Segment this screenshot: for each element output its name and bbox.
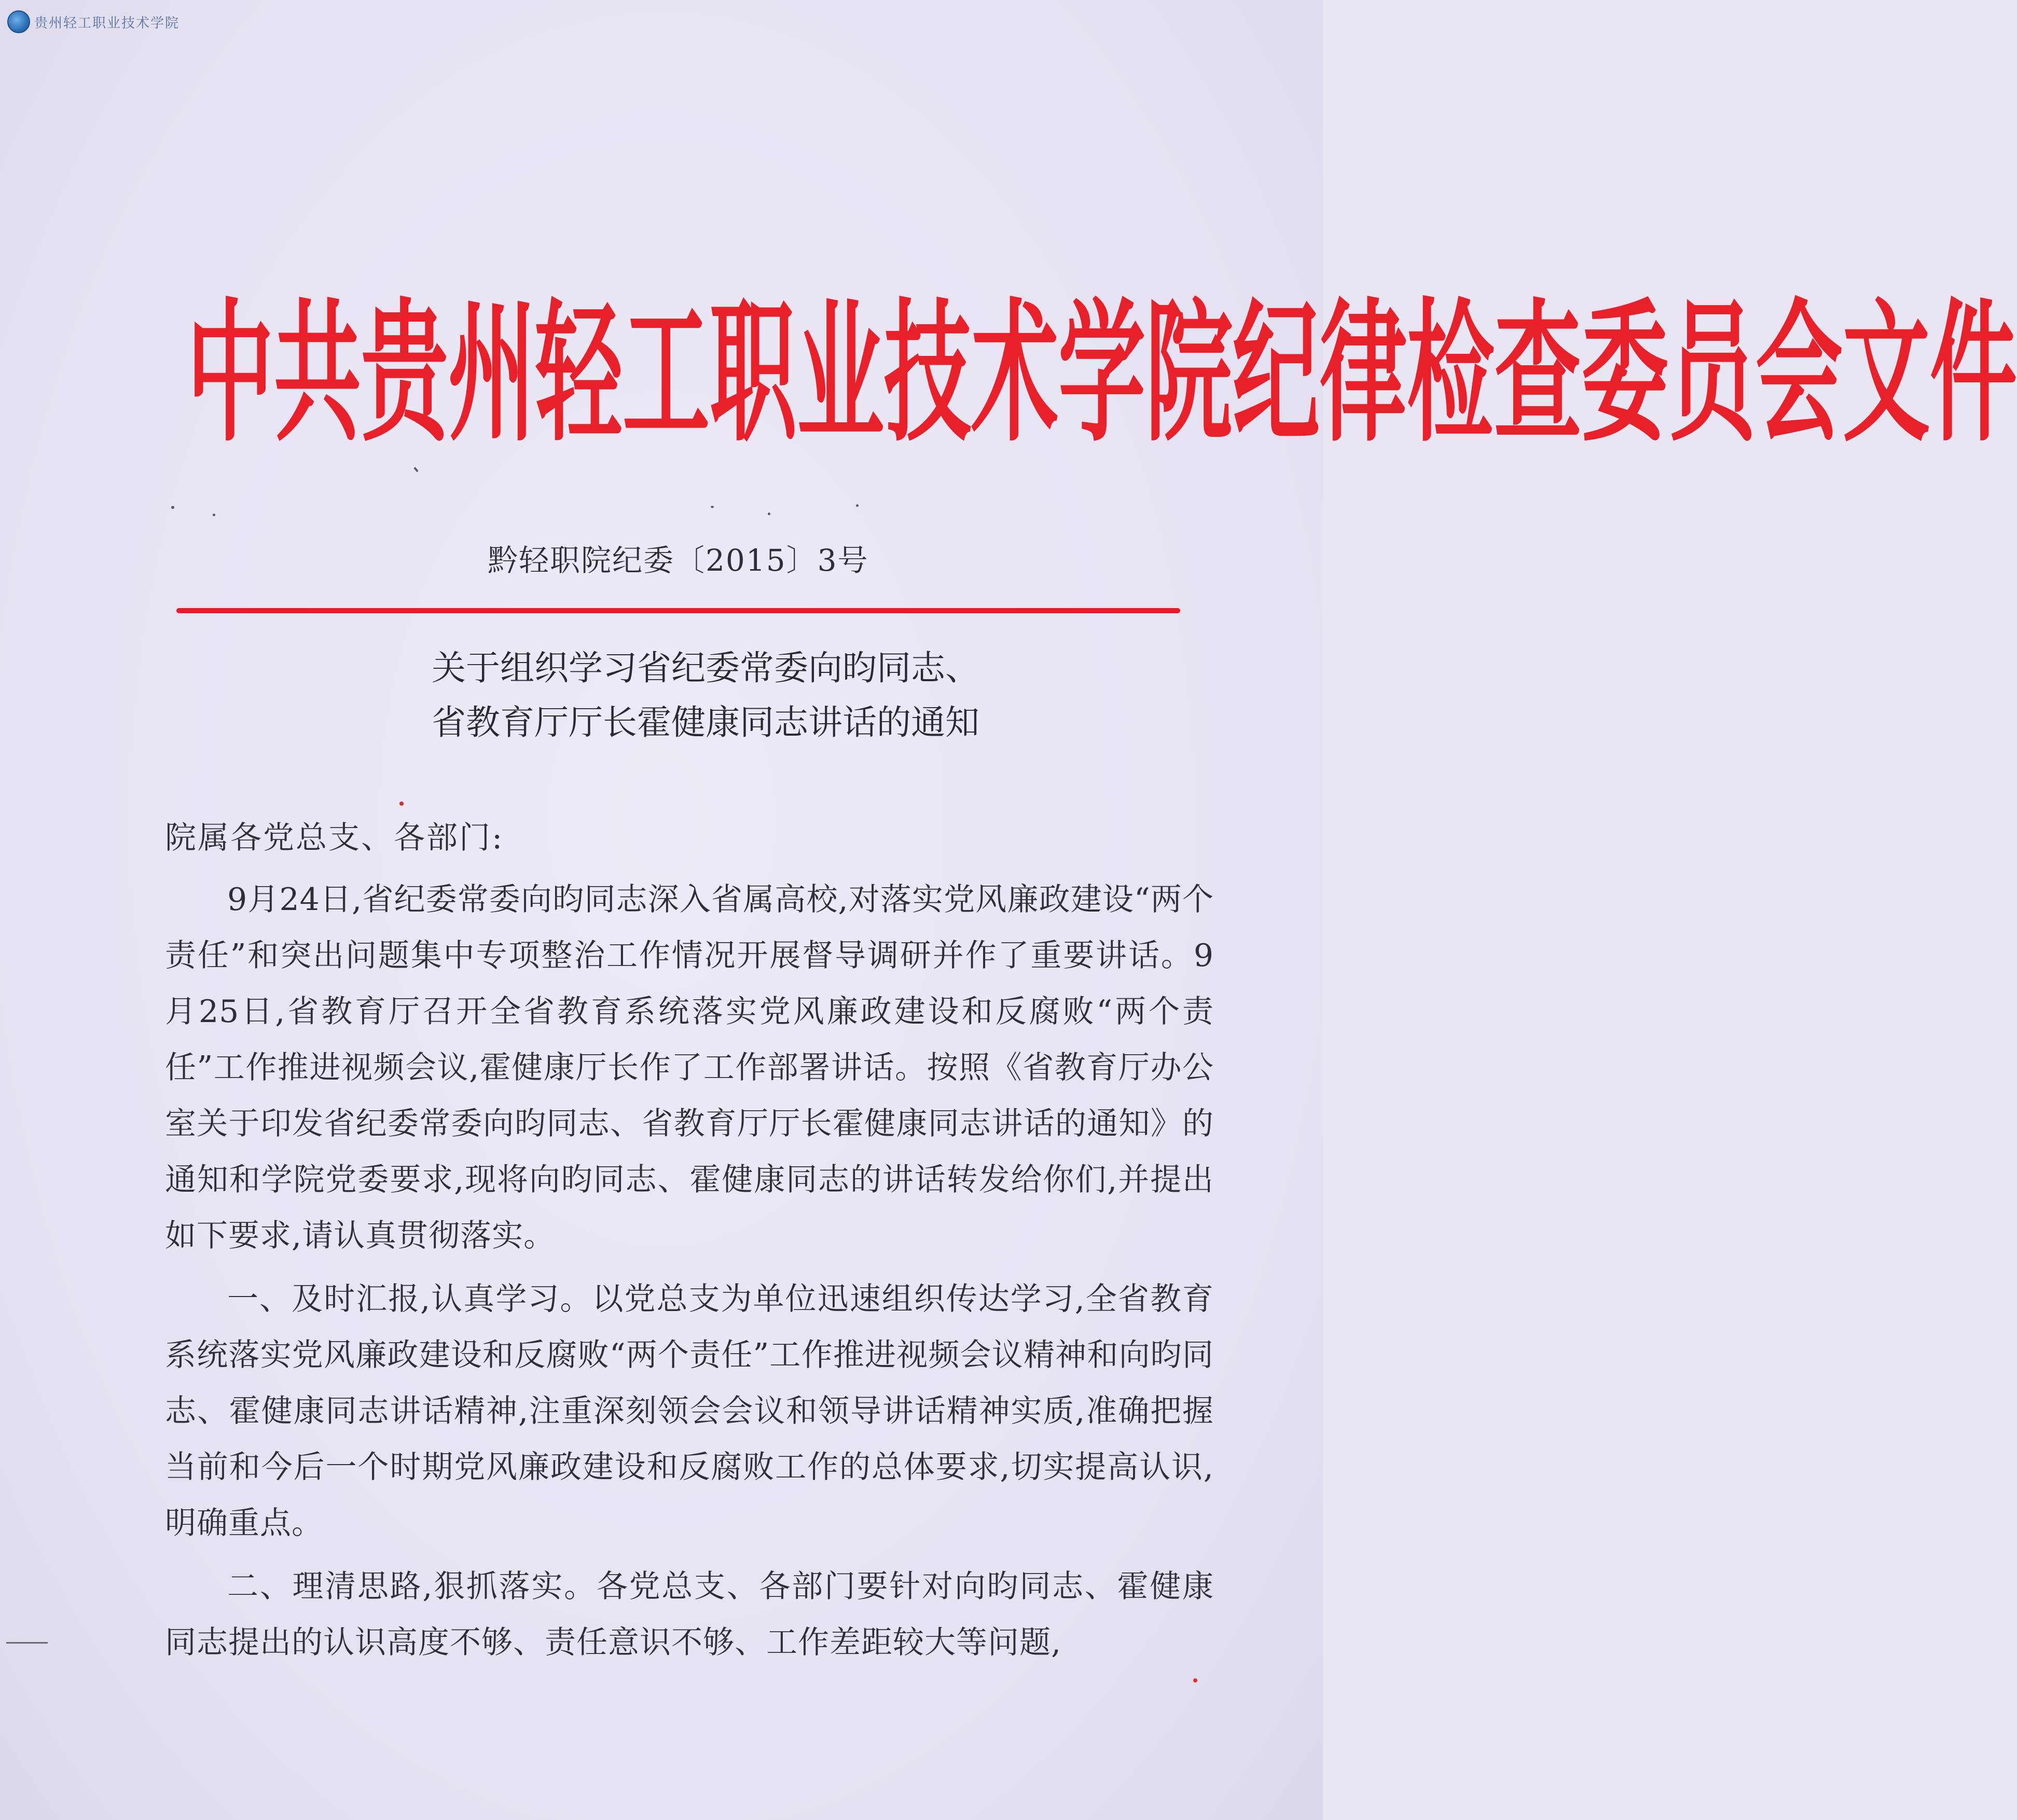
masthead-char: 轻 [535, 284, 623, 463]
paragraph-2: 一、及时汇报,认真学习。以党总支为单位迅速组织传达学习,全省教育系统落实党风廉政建设和反腐败“两个责任”工作推进视频会议精神和向昀同志、霍健康同志讲话精神,注重深刻领会会议和领导讲话精神实质,准确把握当前和今后一个时期党风廉政建设和反腐败工作的总体要求,切实提高认识,明确重点。 [165, 1281, 1214, 1541]
masthead-char: 纪 [1233, 284, 1320, 463]
masthead-char: 贵 [361, 284, 448, 463]
masthead-title [187, 284, 2017, 463]
masthead-char: 律 [1320, 284, 1407, 463]
header-logo-text: 贵州轻工职业技术学院 [34, 15, 180, 31]
paragraph-1: 9月24日,省纪委常委向昀同志深入省属高校,对落实党风廉政建设“两个责任”和突出问题集中专项整治工作情况开展督导调研并作了重要讲话。9月25日,省教育厅召开全省教育系统落实党风廉政建设和反腐败“两个责任”工作推进视频会议,霍健康厅长作了工作部署讲话。按照《省教育厅办公室关于印发省纪委常委向昀同志、省教育厅厅长霍健康同志讲话的通知》的通知和学院党委要求,现将向昀同志、霍健康同志的讲话转发给你们,并提出如下要求,请认真贯彻落实。 [165, 881, 1214, 1254]
scan-speck [213, 514, 215, 516]
masthead-char: 文 [1843, 284, 1930, 463]
red-mark [1193, 1678, 1197, 1683]
red-divider-rule [176, 608, 1180, 613]
masthead-char: 院 [1145, 284, 1233, 463]
masthead-char: 员 [1668, 284, 1756, 463]
masthead-char: 会 [1756, 284, 1843, 463]
notice-title-line-2: 省教育厅厅长霍健康同志讲话的通知 [432, 702, 979, 742]
salutation: 院属各党总支、各部门: [165, 820, 504, 856]
masthead-char: 件 [1930, 284, 2017, 463]
body-text [165, 872, 1214, 1678]
masthead-char: 职 [710, 284, 797, 463]
masthead-char: 共 [274, 284, 361, 463]
paragraph-3: 二、理清思路,狠抓落实。各党总支、各部门要针对向昀同志、霍健康同志提出的认识高度不够、责任意识不够、工作差距较大等问题, [165, 1568, 1214, 1661]
scan-speck [171, 506, 174, 509]
masthead-char: 工 [623, 284, 710, 463]
scan-speck [768, 513, 770, 515]
masthead-char: 检 [1407, 284, 1494, 463]
document-number: 黔轻职院纪委〔2015〕3号 [488, 543, 869, 578]
masthead-char: 业 [797, 284, 884, 463]
masthead-char: 查 [1494, 284, 1581, 463]
scan-dash [6, 1642, 48, 1644]
red-mark [399, 802, 404, 806]
masthead-char: 术 [971, 284, 1058, 463]
masthead-char: 州 [448, 284, 535, 463]
notice-title-line-1: 关于组织学习省纪委常委向昀同志、 [432, 648, 979, 688]
masthead-char: 技 [884, 284, 971, 463]
masthead-char: 中 [187, 284, 274, 463]
scan-speck [856, 504, 859, 507]
masthead-char: 学 [1058, 284, 1145, 463]
notice-title [291, 641, 1121, 750]
header-logo [7, 10, 179, 33]
scan-speck [711, 506, 714, 508]
masthead-char: 委 [1581, 284, 1668, 463]
school-logo-icon [7, 10, 30, 33]
